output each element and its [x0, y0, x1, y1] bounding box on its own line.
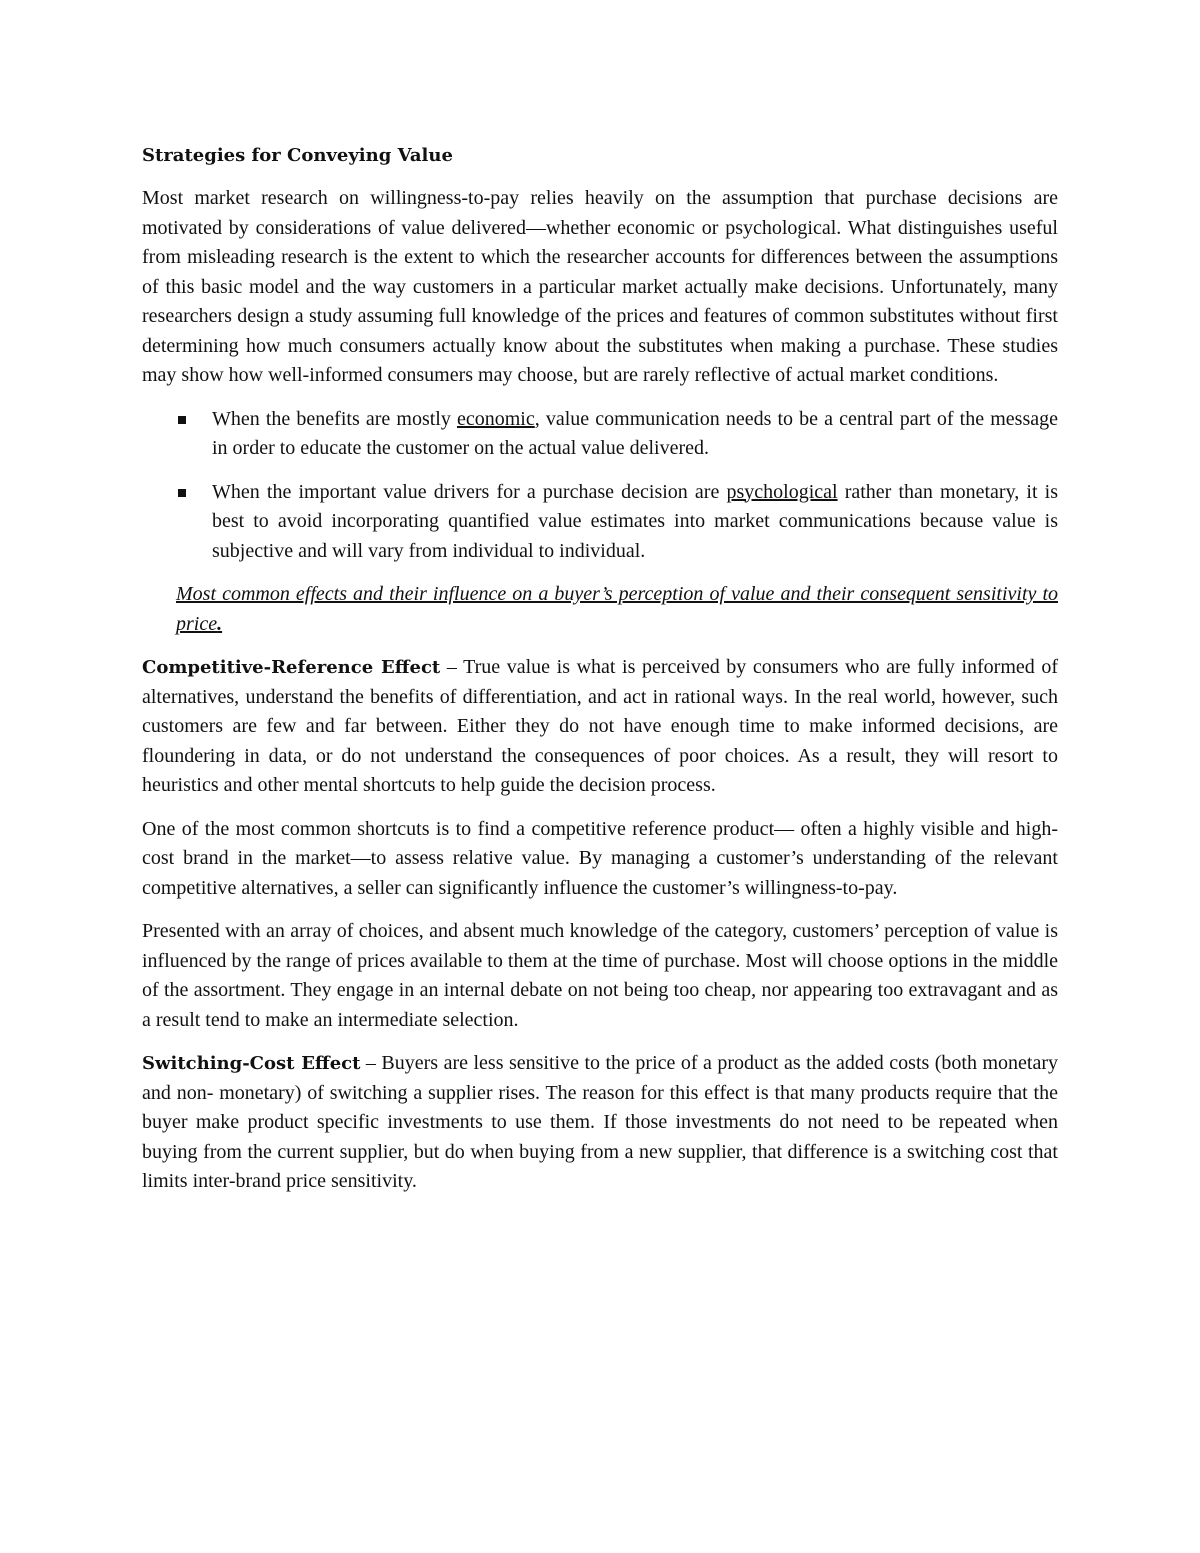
switching-cost-term: Switching-Cost Effect: [142, 1053, 361, 1074]
square-bullet-icon: [178, 416, 186, 424]
competitive-reference-text: True value is what is perceived by consumers who are fully informed of alternatives, understand the benefits of differentiation, and act in rational ways. In the real world, however, such customers are few and far between. Either they do not have enough time to make informed decisions, are floundering in data, or do not understand the consequences of poor choices. As a result, they will resort to heuristics and other mental shortcuts to help guide the decision process.: [142, 656, 1059, 796]
bullet-economic-text-start: When the benefits are mostly: [212, 407, 457, 430]
effects-note-text: Most common effects and their influence on a buyer’s perception of value and their consequent sensitivity to price: [176, 583, 1058, 635]
shortcuts-paragraph: One of the most common shortcuts is to find a competitive reference product— often a highly visible and high-cost brand in the market—to assess relative value. By managing a customer’s understanding of the relevant competitive alternatives, a seller can significantly influence the customer’s willingness-to-pay.: [142, 817, 1058, 899]
effects-note: [176, 580, 1058, 639]
effects-note-period: .: [217, 612, 223, 635]
document-page: [142, 140, 1058, 1211]
value-communication-list: [142, 405, 1058, 567]
competitive-reference-dash: –: [440, 656, 464, 678]
bullet-psychological-text-start: When the important value drivers for a purchase decision are: [212, 480, 727, 503]
square-bullet-icon: [178, 489, 186, 497]
competitive-reference-term: Competitive-Reference Effect: [142, 657, 441, 678]
switching-cost-paragraph: [142, 1049, 1058, 1197]
bullet-psychological-emphasis: psychological: [726, 480, 838, 503]
choices-paragraph: Presented with an array of choices, and absent much knowledge of the category, customers’ perception of value is influenced by the range of prices available to them at the time of purchase. Most will choose options in the middle of the assortment. They engage in an internal debate on not being too cheap, nor appearing too extravagant and as a result tend to make an intermediate selection.: [142, 920, 1058, 1031]
switching-cost-dash: –: [360, 1052, 382, 1074]
bullet-psychological-text-end: rather than monetary, it is best to avoid incorporating quantified value estimates into market communications because value is subjective and will vary from individual to individual.: [212, 480, 1058, 562]
switching-cost-text: Buyers are less sensitive to the price of a product as the added costs (both monetary and non- monetary) of switching a supplier rises. The reason for this effect is that many products require that the buyer make product specific investments to use them. If those investments do not need to be repeated when buying from the current supplier, but do when buying from a new supplier, that difference is a switching cost that limits inter-brand price sensitivity.: [142, 1052, 1059, 1192]
bullet-economic: [142, 405, 1058, 464]
document-title: Strategies for Conveying Value: [142, 145, 453, 166]
intro-paragraph: Most market research on willingness-to-pay relies heavily on the assumption that purchase decisions are motivated by considerations of value delivered—whether economic or psychological. What distinguishes useful from misleading research is the extent to which the researcher accounts for differences between the assumptions of this basic model and the way customers in a particular market actually make decisions. Unfortunately, many researchers design a study assuming full knowledge of the prices and features of common substitutes without first determining how much consumers actually know about the substitutes when making a purchase. These studies may show how well-informed consumers may choose, but are rarely reflective of actual market conditions.: [142, 187, 1058, 386]
bullet-economic-emphasis: economic: [456, 407, 535, 430]
competitive-reference-paragraph: [142, 653, 1058, 801]
bullet-psychological: [142, 478, 1058, 567]
bullet-economic-text-end: , value communication needs to be a central part of the message in order to educate the customer on the actual value delivered.: [212, 407, 1058, 459]
